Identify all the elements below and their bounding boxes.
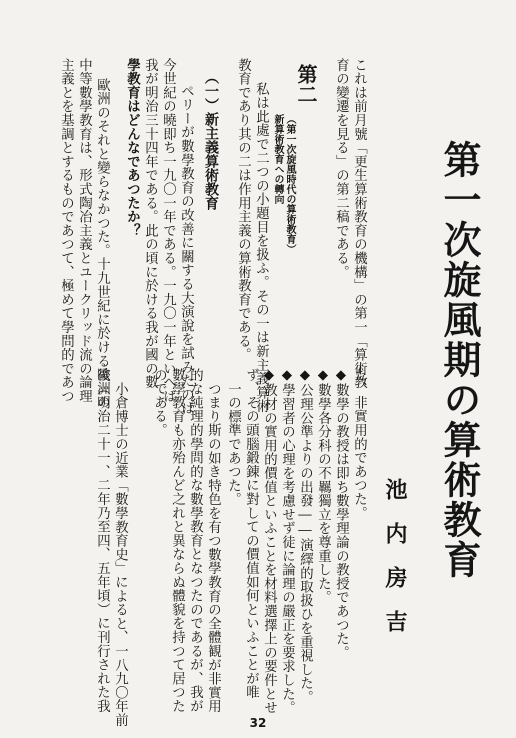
- para2-line-2: 中等數學教育は、形式陶冶主義とユークリッド流の論理: [76, 58, 92, 403]
- chapter-text-2: 教育であり其の二は作用主義の算術教育である。: [235, 58, 251, 362]
- lower-para-line-2: 的な純理的學問的な數學教育となつたのであるが、我が: [187, 368, 203, 713]
- para1-line-4: 學教育はどんなであつたか？: [124, 58, 140, 238]
- bullet-5-cont-2: 一の標準であつた。: [225, 382, 241, 507]
- page-number: 32: [249, 716, 267, 730]
- chapter-text-1: 私は此處で二つの小題目を扱ふ。その一は新主義算術: [253, 82, 269, 414]
- lower-para-line-1: つまり斯の如き特色を有つ數學教育の全體観が非實用: [205, 382, 221, 714]
- lower-para2-line-2: 後（明治二十一、二年乃至四、五年頃）に刊行された我: [94, 368, 110, 713]
- bullet-3: ◆公理公準よりの出發――演繹的取扱ひを重視した。: [297, 368, 313, 704]
- chapter-label: 第二: [294, 64, 318, 104]
- para2-line-1: 歐洲のそれと變らなかつた。十九世紀に於ける歐洲の: [94, 78, 110, 410]
- section-title: （一）新主義算術教育: [203, 70, 219, 210]
- para2-line-3: 主義とを基調とするものであつて、極めて學問的であつ: [58, 58, 74, 403]
- intro-line-2: 育の變遷を見る」の第二稿である。: [333, 58, 349, 279]
- para1-line-1: ペリーが數學教育の改善に關する大演說を試みたのは: [178, 84, 194, 416]
- para1-line-2: 今世紀の曉即ち一九〇一年である。一九〇一年といへば: [160, 58, 176, 403]
- chapter-subtitle-1: （第一次旋風時代の算術教育）: [284, 114, 295, 254]
- bullet-5-cont-1: ず、その頭腦鍛錬に對しての價值如何といふことが唯: [243, 368, 259, 700]
- bullet-4: ◆學習者の心理を考慮せず徒に論理の嚴正を要求した。: [279, 368, 295, 715]
- author-name: 池内房吉: [382, 478, 407, 654]
- article-title: 第一次旋風期の算術教育: [437, 140, 481, 580]
- lower-para2-line-1: 小倉博士の近業「數學教育史」によると、一八九〇年前: [112, 382, 128, 727]
- bullet-5: ◆教材の實用的價值といふことを材料選擇上の要件とせ: [261, 368, 277, 715]
- lower-para-line-4: のである。: [151, 368, 167, 437]
- chapter-subtitle-2: 新算術教育への轉向: [272, 114, 283, 204]
- para1-line-3: 我が明治三十四年である。此の頃に於ける我が國の數: [142, 58, 158, 390]
- lower-line-1: た、非實用的であつた。: [351, 368, 367, 520]
- bullet-2: ◆數學各分科の不羈獨立を尊重した。: [315, 368, 331, 605]
- intro-line-1: これは前月號「更生算術教育の機構」の第一「算術教: [351, 58, 367, 390]
- lower-para-line-3: 數學教育も亦殆んど之れと異ならぬ體貌を持つて居つた: [169, 368, 185, 713]
- bullet-1: ◆數學の教授は即ち數學理論の教授であつた。: [333, 368, 349, 660]
